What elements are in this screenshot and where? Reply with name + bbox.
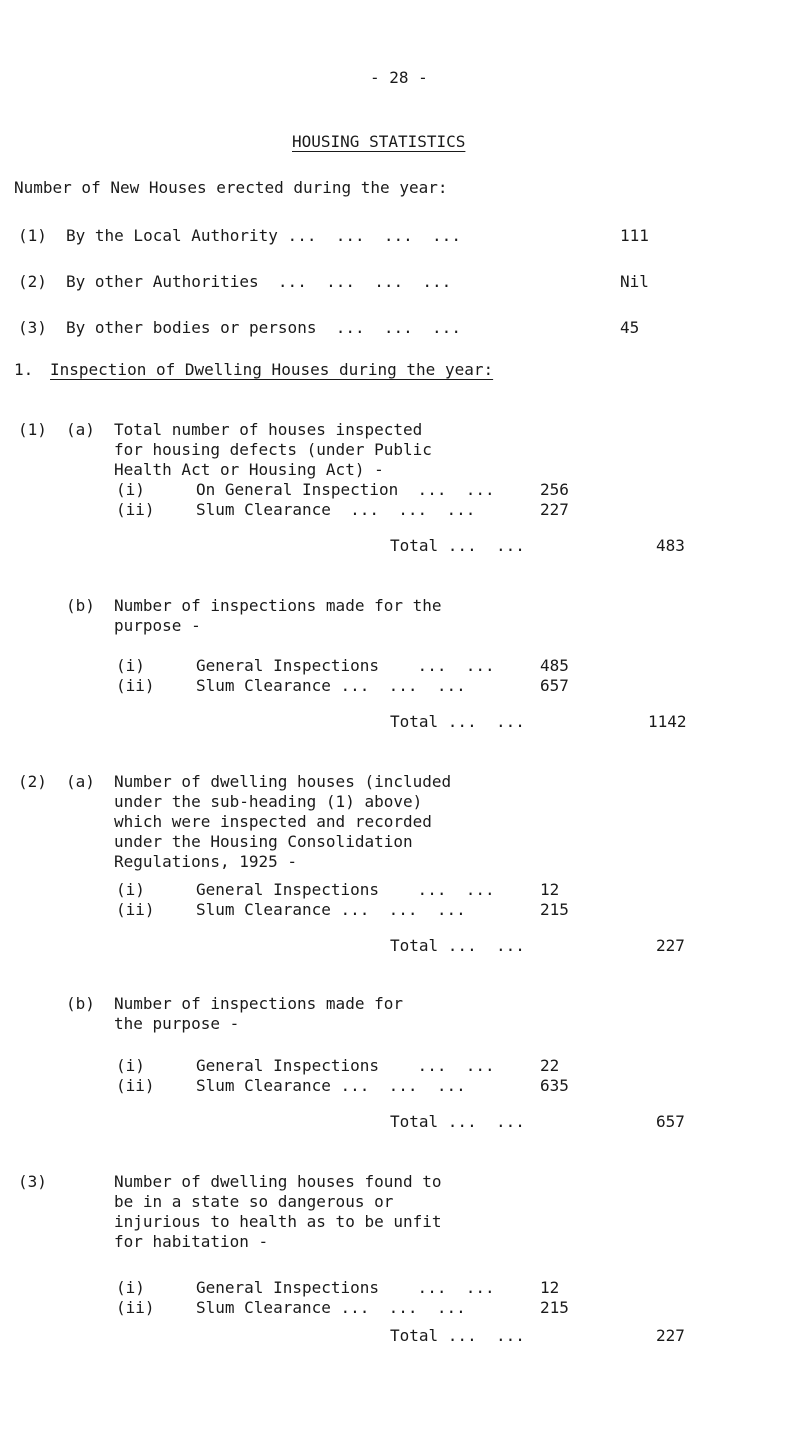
part-description: Number of inspections made for the purpose - [114,994,403,1033]
item-label: By the Local Authority ... ... ... ... [66,226,461,245]
total-value: 483 [656,536,685,555]
row-value: 12 [540,1278,560,1297]
row-value: 635 [540,1076,569,1095]
row-number: (ii) [116,900,155,919]
row-value: 215 [540,900,569,919]
row-value: 256 [540,480,569,499]
row-number: (i) [116,880,145,899]
part-number: (1) [18,420,47,439]
part-description: Number of inspections made for the purpose - [114,596,442,635]
total-label: Total ... ... [390,1326,525,1345]
row-label: Slum Clearance ... ... ... [196,900,466,919]
row-number: (ii) [116,500,155,519]
total-label: Total ... ... [390,712,525,731]
row-value: 227 [540,500,569,519]
row-label: General Inspections ... ... [196,1278,495,1297]
total-value: 227 [656,936,685,955]
total-label: Total ... ... [390,536,525,555]
part-number: (2) [18,772,47,791]
row-label: Slum Clearance ... ... ... [196,1298,466,1317]
row-label: Slum Clearance ... ... ... [196,500,476,519]
row-number: (i) [116,480,145,499]
item-value: Nil [620,272,649,291]
row-number: (i) [116,1278,145,1297]
row-number: (i) [116,656,145,675]
row-value: 22 [540,1056,560,1075]
total-label: Total ... ... [390,936,525,955]
total-value: 1142 [648,712,687,731]
row-value: 215 [540,1298,569,1317]
row-label: General Inspections ... ... [196,656,495,675]
row-value: 657 [540,676,569,695]
total-value: 657 [656,1112,685,1131]
new-houses-heading: Number of New Houses erected during the year: [14,178,448,197]
part-description: Number of dwelling houses (included under the sub-heading (1) above) which were inspected and recorded under the Housing Consolidation Regulations, 1925 - [114,772,452,871]
section-heading: Inspection of Dwelling Houses during the year: [50,360,494,379]
part-letter: (a) [66,772,95,791]
row-value: 485 [540,656,569,675]
row-number: (ii) [116,676,155,695]
part-letter: (a) [66,420,95,439]
item-label: By other bodies or persons ... ... ... [66,318,461,337]
row-label: General Inspections ... ... [196,880,495,899]
total-value: 227 [656,1326,685,1345]
row-label: General Inspections ... ... [196,1056,495,1075]
item-number: (1) [18,226,47,245]
item-label: By other Authorities ... ... ... ... [66,272,452,291]
part-letter: (b) [66,994,95,1013]
part-description: Number of dwelling houses found to be in a state so dangerous or injurious to health as to be unfit for habitation - [114,1172,442,1251]
part-number: (3) [18,1172,47,1191]
page-title: HOUSING STATISTICS [292,132,466,151]
row-number: (ii) [116,1298,155,1317]
part-description: Total number of houses inspected for housing defects (under Public Health Act or Housing Act) - [114,420,432,479]
row-label: Slum Clearance ... ... ... [196,676,466,695]
item-number: (3) [18,318,47,337]
row-label: On General Inspection ... ... [196,480,495,499]
part-letter: (b) [66,596,95,615]
row-number: (ii) [116,1076,155,1095]
row-value: 12 [540,880,560,899]
section-number: 1. [14,360,34,379]
item-number: (2) [18,272,47,291]
row-label: Slum Clearance ... ... ... [196,1076,466,1095]
item-value: 111 [620,226,649,245]
page-number: - 28 - [370,68,428,87]
row-number: (i) [116,1056,145,1075]
item-value: 45 [620,318,640,337]
total-label: Total ... ... [390,1112,525,1131]
